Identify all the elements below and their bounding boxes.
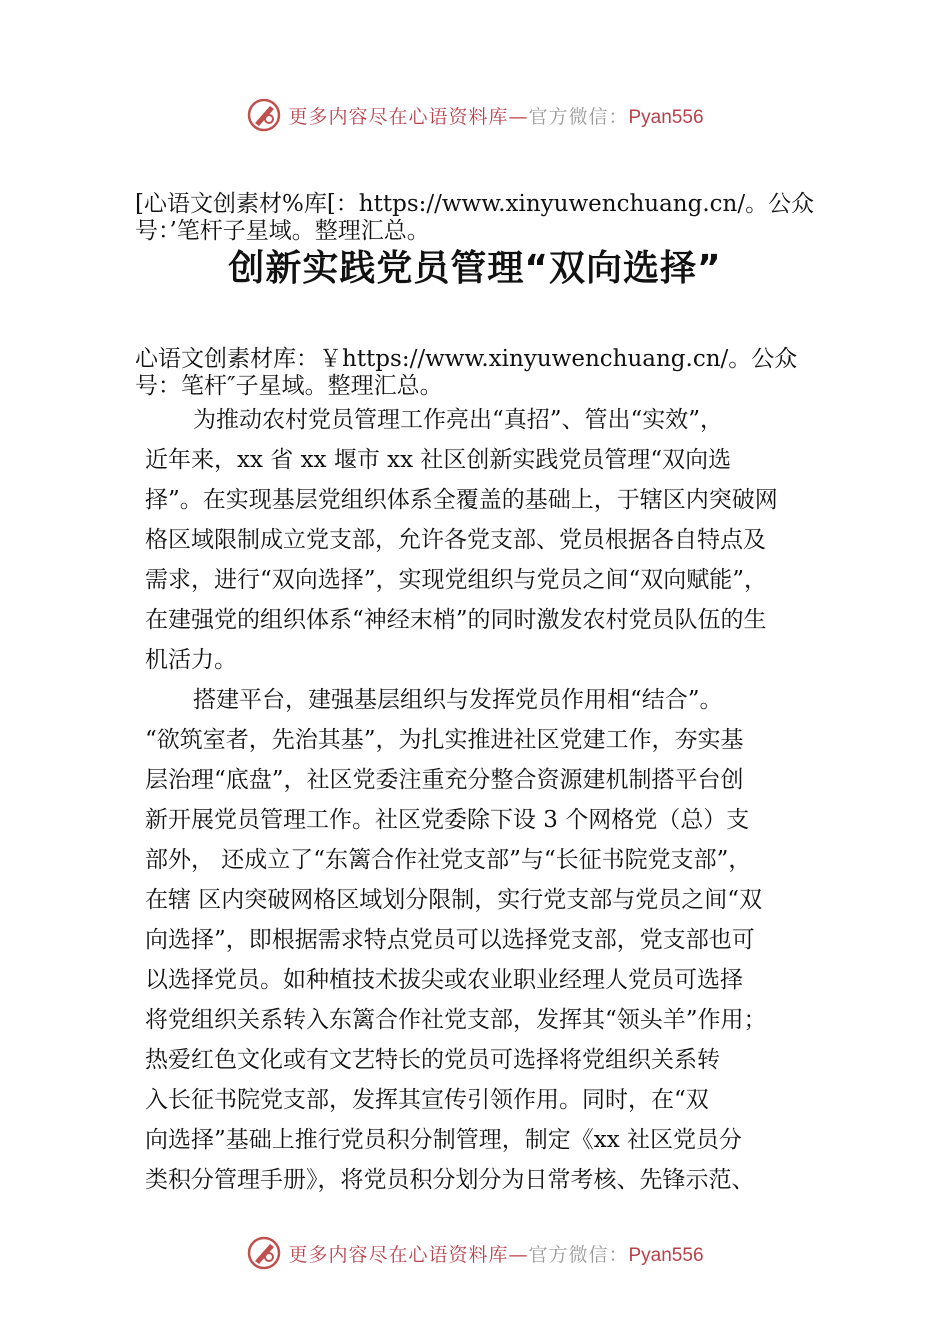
- body-line: 层治理“底盘”，社区党委注重充分整合资源建机制搭平台创: [145, 767, 744, 793]
- body-line: 入长征书院党支部，发挥其宣传引领作用。同时，在“双: [145, 1087, 709, 1113]
- source-note-1-line-1: [心语文创素材%库[：https://www.xinyuwenchuang.cn/。公众: [135, 191, 815, 217]
- banner-dash: —: [508, 105, 529, 128]
- header-banner: [0, 93, 950, 137]
- banner-text: [288, 102, 703, 129]
- banner-wechat-label: 官方微信：: [528, 105, 629, 128]
- body-line: 在建强党的组织体系“神经末梢”的同时激发农村党员队伍的生: [145, 607, 767, 633]
- body-line: 以选择党员。如种植技术拔尖或农业职业经理人党员可选择: [145, 967, 743, 993]
- body-line: 机活力。: [145, 647, 237, 673]
- banner-main: 更多内容尽在心语资料库: [288, 1243, 509, 1266]
- banner-wechat-label: 官方微信：: [528, 1243, 629, 1266]
- body-line: 为推动农村党员管理工作亮出“真招”、管出“实效”，: [193, 407, 724, 433]
- source-note-1-line-2: 号：’笔杆子星域。整理汇总。: [135, 218, 430, 244]
- body-line: 近年来，xx 省 xx 堰市 xx 社区创新实践党员管理“双向选: [145, 447, 732, 473]
- source-note-2-line-2: 号：笔杆″子星域。整理汇总。: [135, 373, 443, 399]
- body-line: 在辖 区内突破网格区域划分限制，实行党支部与党员之间“双: [145, 887, 763, 913]
- banner-dash: —: [508, 1243, 529, 1266]
- source-note-2: [135, 346, 845, 400]
- body-line: 类积分管理手册》，将党员积分划分为日常考核、先锋示范、: [145, 1167, 755, 1193]
- source-note-2-line-1: 心语文创素材库：￥https://www.xinyuwenchuang.cn/。公众: [135, 346, 798, 372]
- banner-main: 更多内容尽在心语资料库: [288, 105, 509, 128]
- banner-wechat-id: Pyan556: [628, 1244, 704, 1266]
- banner-text: [288, 1240, 703, 1267]
- article-title: 创新实践党员管理“双向选择”: [228, 248, 722, 289]
- source-note-1: [135, 191, 845, 245]
- body-line: 将党组织关系转入东篱合作社党支部，发挥其“领头羊”作用；: [145, 1007, 767, 1033]
- body-line: “欲筑室者，先治其基”，为扎实推进社区党建工作，夯实基: [145, 727, 744, 753]
- body-line: 搭建平台，建强基层组织与发挥党员作用相“结合”。: [193, 687, 723, 713]
- pen-logo-icon: [246, 97, 282, 133]
- body-line: 热爱红色文化或有文艺特长的党员可选择将党组织关系转: [145, 1047, 720, 1073]
- footer-banner: [0, 1231, 950, 1275]
- body-line: 向选择”基础上推行党员积分制管理，制定《xx 社区党员分: [145, 1127, 743, 1153]
- body-line: 择”。在实现基层党组织体系全覆盖的基础上，于辖区内突破网: [145, 487, 778, 513]
- banner-wechat-id: Pyan556: [628, 106, 704, 128]
- body-line: 向选择”，即根据需求特点党员可以选择党支部，党支部也可: [145, 927, 755, 953]
- pen-logo-icon: [246, 1235, 282, 1271]
- body-line: 新开展党员管理工作。社区党委除下设 3 个网格党（总）支: [145, 807, 750, 833]
- body-line: 部外， 还成立了“东篱合作社党支部”与“长征书院党支部”，: [145, 847, 752, 873]
- body-line: 格区域限制成立党支部，允许各党支部、党员根据各自特点及: [145, 527, 766, 553]
- body-line: 需求，进行“双向选择”，实现党组织与党员之间“双向赋能”，: [145, 567, 768, 593]
